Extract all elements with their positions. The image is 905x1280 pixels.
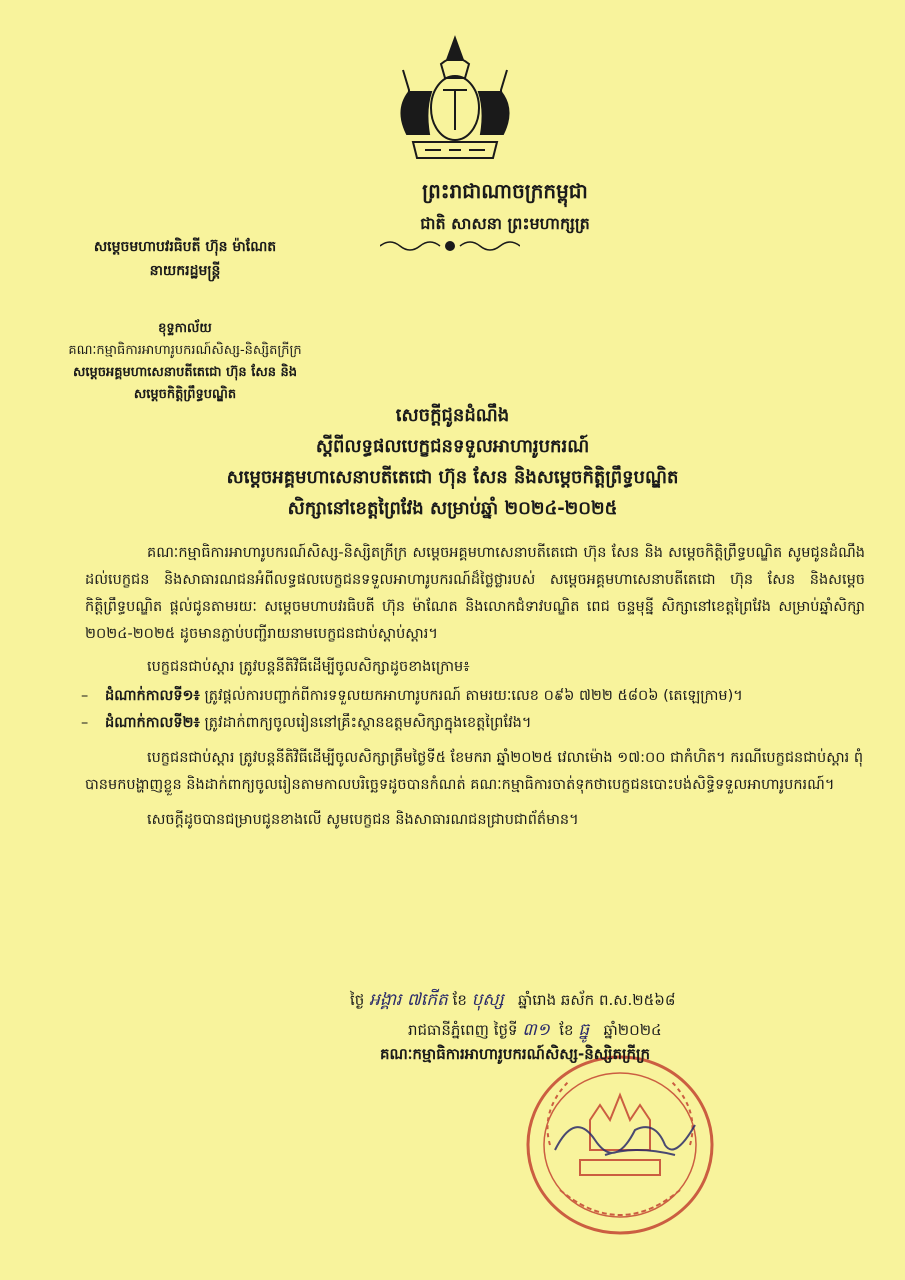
step-1 [85, 683, 865, 710]
step-2-text: ត្រូវដាក់ពាក្យចូលរៀននៅគ្រឹះស្ថានឧត្តមសិក្សាក្នុងខេត្តព្រៃវែង។ [204, 715, 532, 731]
announcement-body [85, 540, 865, 834]
title-line-4: សិក្សានៅខេត្តព្រៃវែង សម្រាប់ឆ្នាំ ២០២៤-២០២៥ [287, 498, 618, 519]
step-1-label: ដំណាក់កាលទី១៖ [105, 688, 200, 704]
office-header [15, 318, 355, 406]
steps-list [85, 683, 865, 737]
date-day-handwritten: ៣១ [522, 1020, 550, 1040]
prime-minister-header [20, 235, 350, 283]
national-motto: ជាតិ សាសនា ព្រះមហាក្សត្រ [420, 214, 590, 233]
lunar-year: ឆ្នាំរោង ឆស័ក ព.ស.២៥៦៨ [518, 991, 676, 1009]
body-paragraph-2: បេក្ខជនជាប់ស្ដារ ត្រូវបន្តនីតិវិធីដើម្បីចូលសិក្សាដូចខាងក្រោម៖ [147, 659, 470, 675]
body-paragraph-1: គណៈកម្មាធិការអាហារូបករណ៍សិស្ស-និស្សិតក្រីក្រ សម្ដេចអគ្គមហាសេនាបតីតេជោ ហ៊ុន សែន និង សម្ដេចកិត្តិព្រឹទ្ធបណ្ឌិត សូមជូនដំណឹងដល់បេក្ខជន និងសាធារណជនអំពីលទ្ធផលបេក្ខជនទទួលអាហារូបករណ៍ដ៏ថ្លៃថ្លារបស់ សម្ដេចអគ្គមហាសេនាបតីតេជោ ហ៊ុន សែន និងសម្ដេចកិត្តិព្រឹទ្ធបណ្ឌិត ផ្តល់ជូនតាមរយៈ សម្ដេចមហាបវរធិបតី ហ៊ុន ម៉ាណែត និងលោកជំទាវបណ្ឌិត ពេជ ចន្ទមុន្នី សិក្សានៅខេត្តព្រៃវែង សម្រាប់ឆ្នាំសិក្សា ២០២៤-២០២៥ ដូចមានភ្ជាប់បញ្ជីរាយនាមបេក្ខជនជាប់ស្ដាប់ស្ដារ។ [85, 545, 865, 642]
header-line-1: សម្ដេចមហាបវរធិបតី ហ៊ុន ម៉ាណែត [93, 239, 277, 255]
office-line-3: សម្ដេចអគ្គមហាសេនាបតីតេជោ ហ៊ុន សែន និង [72, 365, 297, 380]
kingdom-title: ព្រះរាជាណាចក្រកម្ពុជា [422, 179, 588, 203]
step-2-label: ដំណាក់កាលទី២៖ [105, 715, 200, 731]
lunar-month-label: ខែ [452, 991, 467, 1009]
title-line-1: សេចក្តីជូនដំណឹង [395, 405, 510, 426]
royal-coat-of-arms-emblem [385, 30, 525, 170]
solar-date [350, 1015, 870, 1045]
ornament-divider-icon [380, 238, 520, 254]
title-line-2: ស្តីពីលទ្ធផលបេក្ខជនទទួលអាហារូបករណ៍ [315, 436, 590, 457]
office-line-1: ខុទ្ទកាល័យ [158, 321, 212, 336]
handwritten-signature [545, 1100, 715, 1170]
title-line-3: សម្ដេចអគ្គមហាសេនាបតីតេជោ ហ៊ុន សែន និងសម្ដេចកិត្តិព្រឹទ្ធបណ្ឌិត [226, 467, 679, 488]
step-1-text: ត្រូវផ្តល់ការបញ្ជាក់ពីការទទួលយកអាហារូបករណ៍ តាមរយៈលេខ ០៩៦ ៧២២ ៥៨០៦ (តេឡេក្រាម)។ [204, 688, 743, 704]
header-line-2: នាយករដ្ឋមន្ត្រី [149, 263, 221, 279]
step-2 [85, 710, 865, 737]
lunar-prefix: ថ្ងៃ [350, 991, 365, 1009]
lunar-month-handwritten: បុស្ស [471, 990, 504, 1010]
date-month-label: ខែ [559, 1021, 574, 1039]
lunar-day-handwritten: អង្គារ ៧កើត [369, 990, 448, 1010]
signatory-committee: គណៈកម្មាធិការអាហារូបករណ៍សិស្ស-និស្សិតក្រីក្រ [380, 1045, 651, 1063]
date-block [350, 985, 870, 1045]
announcement-title [100, 400, 805, 524]
lunar-date [350, 985, 870, 1015]
date-year: ឆ្នាំ២០២៤ [603, 1021, 662, 1039]
date-month-handwritten: ធ្នូ [578, 1020, 590, 1040]
date-place: រាជធានីភ្នំពេញ ថ្ងៃទី [408, 1021, 518, 1039]
office-line-2: គណៈកម្មាធិការអាហារូបករណ៍សិស្ស-និស្សិតក្រីក្រ [68, 343, 302, 358]
body-paragraph-3: បេក្ខជនជាប់ស្ដារ ត្រូវបន្តនីតិវិធីដើម្បីចូលសិក្សាត្រឹមថ្ងៃទី៥ ខែមករា ឆ្នាំ២០២៥ វេលាម៉ោង ១៧:០០ ជាកំហិត។ ករណីបេក្ខជនជាប់ស្ដារ ពុំបានមកបង្ហាញខ្លួន និងដាក់ពាក្យចូលរៀនតាមកាលបរិច្ឆេទដូចបានកំណត់ គណៈកម្មាធិការចាត់ទុកថាបេក្ខជនបោះបង់សិទ្ធិទទួលអាហារូបករណ៍។ [85, 750, 864, 793]
office-line-4: សម្ដេចកិត្តិព្រឹទ្ធបណ្ឌិត [133, 387, 237, 402]
body-paragraph-4: សេចក្តីដូចបានជម្រាបជូនខាងលើ សូមបេក្ខជន និងសាធារណជនជ្រាបជាព័ត៌មាន។ [147, 812, 579, 828]
